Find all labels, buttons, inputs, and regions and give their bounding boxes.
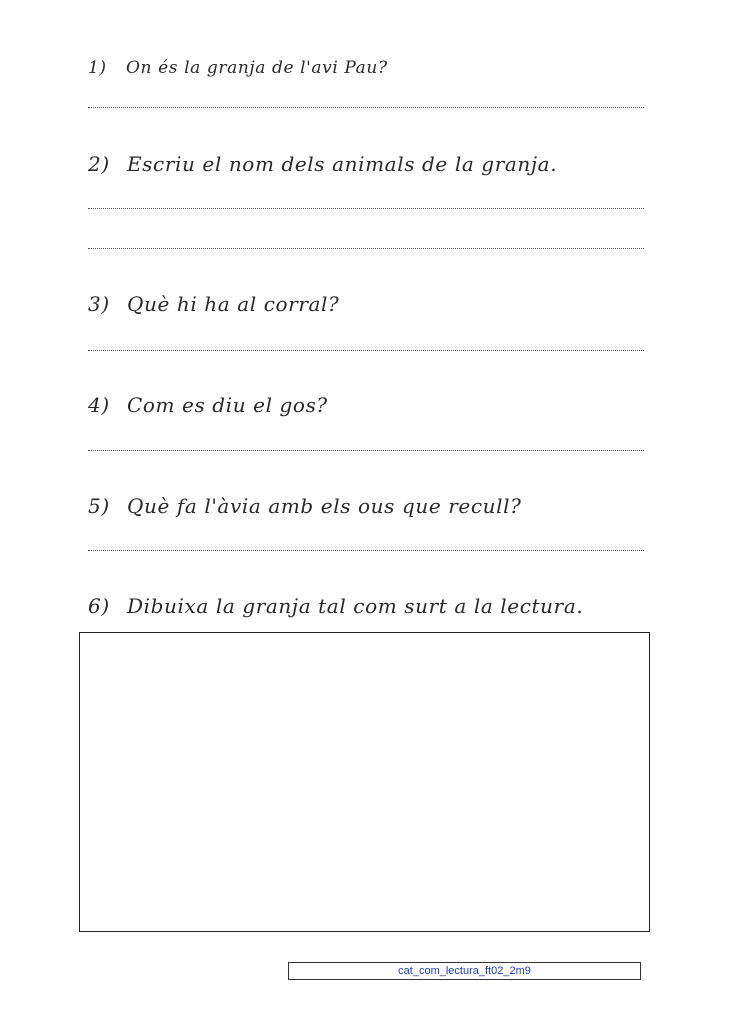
question-6 [88,594,583,618]
question-1-text: On és la granja de l'avi Pau? [126,58,388,78]
question-5-text: Què fa l'àvia amb els ous que recull? [126,494,522,518]
question-4 [88,393,328,417]
question-2 [88,152,557,176]
worksheet-code: cat_com_lectura_ft02_2m9 [288,962,641,980]
question-2-text: Escriu el nom dels animals de la granja. [126,152,558,176]
question-6-text: Dibuixa la granja tal com surt a la lectura. [126,594,584,618]
question-3-number: 3) [88,292,110,316]
question-3-text: Què hi ha al corral? [126,292,340,316]
question-3 [88,292,339,316]
question-1-number: 1) [88,58,107,78]
question-1 [88,56,388,80]
question-5-number: 5) [88,494,110,518]
question-4-text: Com es diu el gos? [126,393,328,417]
question-6-number: 6) [88,594,110,618]
answer-line-2b[interactable] [88,248,644,249]
drawing-box[interactable] [79,632,650,932]
question-4-number: 4) [88,393,110,417]
answer-line-5[interactable] [88,550,644,551]
answer-line-2a[interactable] [88,208,644,209]
question-2-number: 2) [88,152,110,176]
question-5 [88,494,521,518]
answer-line-4[interactable] [88,450,644,451]
answer-line-3[interactable] [88,350,644,351]
answer-line-1[interactable] [88,107,644,108]
